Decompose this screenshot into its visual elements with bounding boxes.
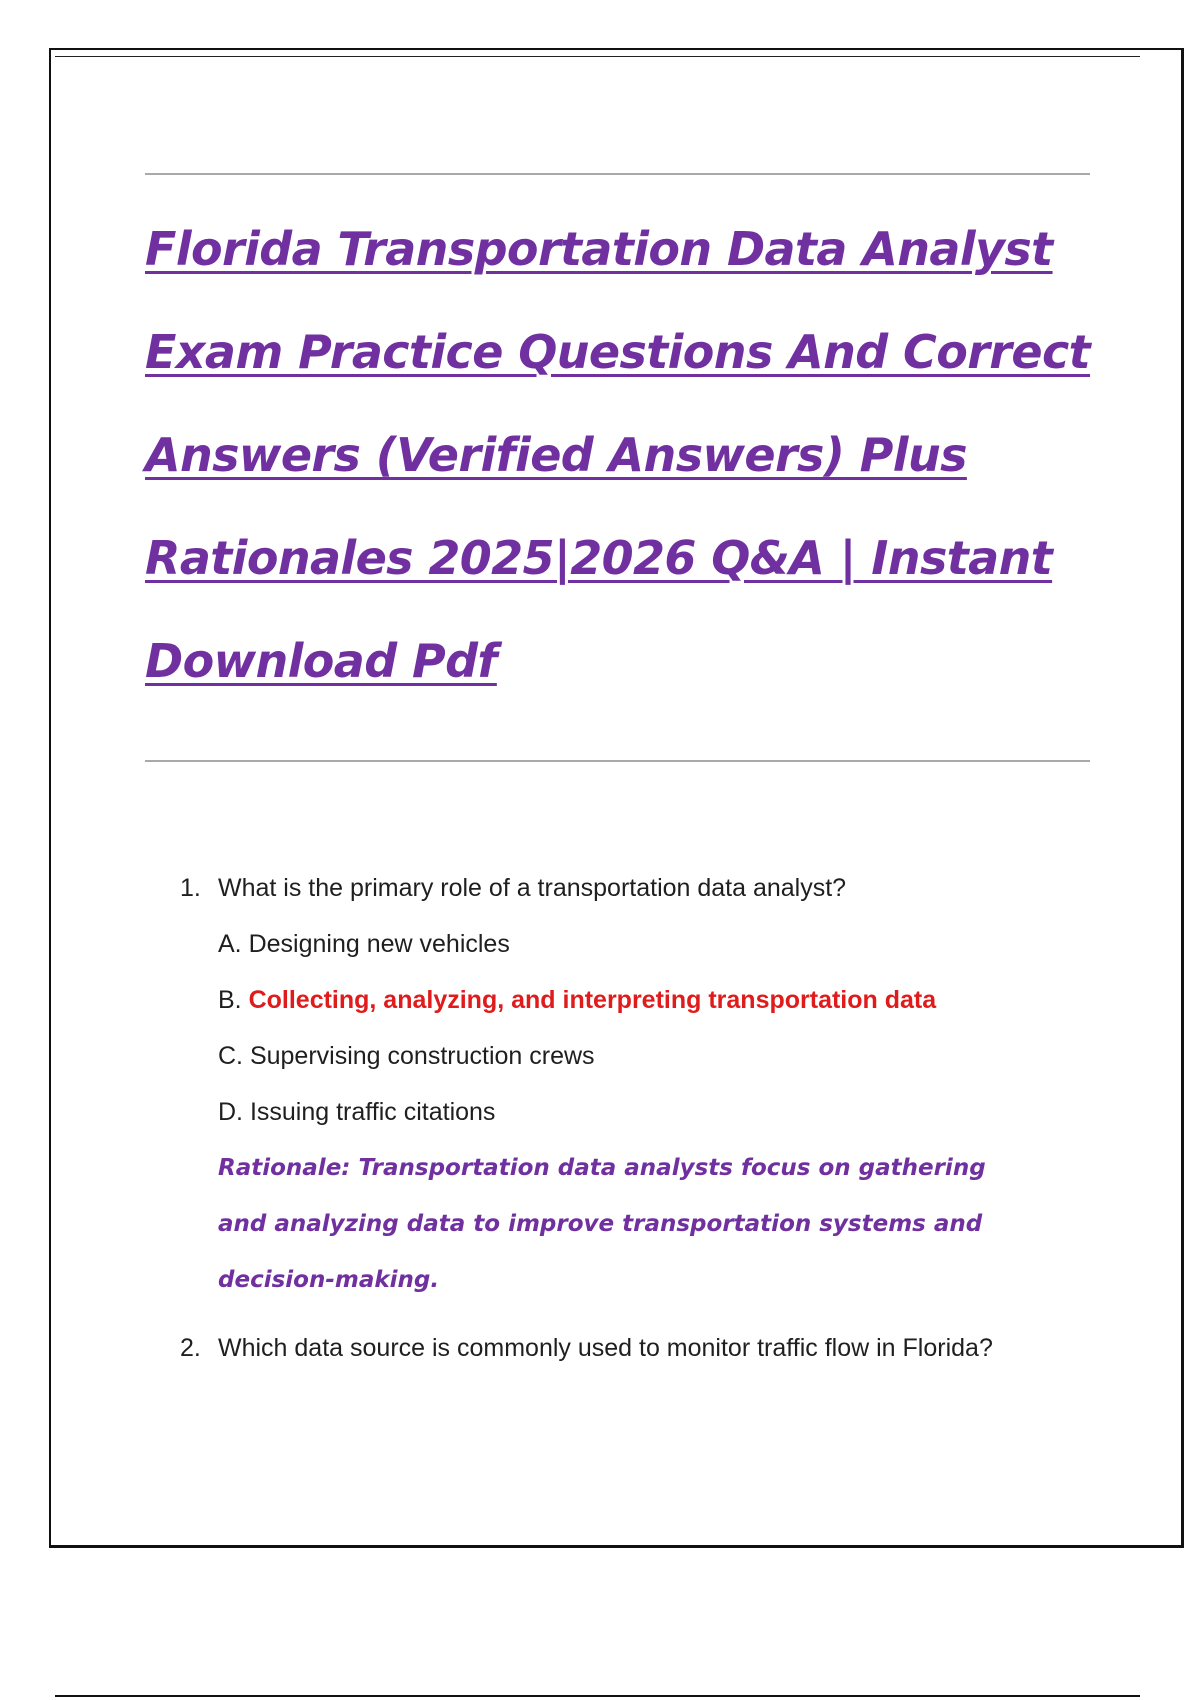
- option-text: Designing new vehicles: [248, 930, 510, 958]
- title-line: Rationales 2025|2026 Q&A | Instant: [145, 531, 1053, 585]
- option-text: Issuing traffic citations: [249, 1098, 496, 1126]
- question-item: [180, 860, 1080, 1308]
- answer-option-d: [218, 1084, 1080, 1140]
- title-line: Answers (Verified Answers) Plus: [145, 428, 967, 482]
- next-page-top-rule: [55, 1695, 1140, 1697]
- answer-option-a: [218, 916, 1080, 972]
- title-top-divider: [145, 173, 1090, 175]
- option-letter: C.: [218, 1042, 243, 1070]
- question-number: 2.: [180, 1334, 201, 1362]
- question-list: [180, 860, 1080, 1376]
- option-letter: D.: [218, 1098, 243, 1126]
- title-line: Download Pdf: [145, 634, 497, 688]
- title-line: Exam Practice Questions And Correct: [145, 325, 1091, 379]
- option-letter: A.: [218, 930, 242, 958]
- rationale-text: Rationale: Transportation data analysts focus on gathering and analyzing data to improve transportation systems and decision-making.: [218, 1155, 986, 1293]
- question-item: [180, 1320, 1080, 1376]
- answer-option-b: [218, 972, 1080, 1028]
- frame-top-rule: [55, 56, 1140, 57]
- option-letter: B.: [218, 986, 242, 1014]
- answer-option-c: [218, 1028, 1080, 1084]
- title-line: Florida Transportation Data Analyst: [145, 222, 1053, 276]
- correct-answer-text: Collecting, analyzing, and interpreting transportation data: [248, 986, 937, 1014]
- question-text: What is the primary role of a transportation data analyst?: [218, 874, 847, 902]
- option-text: Supervising construction crews: [249, 1042, 595, 1070]
- question-number: 1.: [180, 874, 201, 902]
- question-text: Which data source is commonly used to monitor traffic flow in Florida?: [218, 1334, 993, 1362]
- document-title: [145, 198, 1105, 713]
- title-bottom-divider: [145, 760, 1090, 762]
